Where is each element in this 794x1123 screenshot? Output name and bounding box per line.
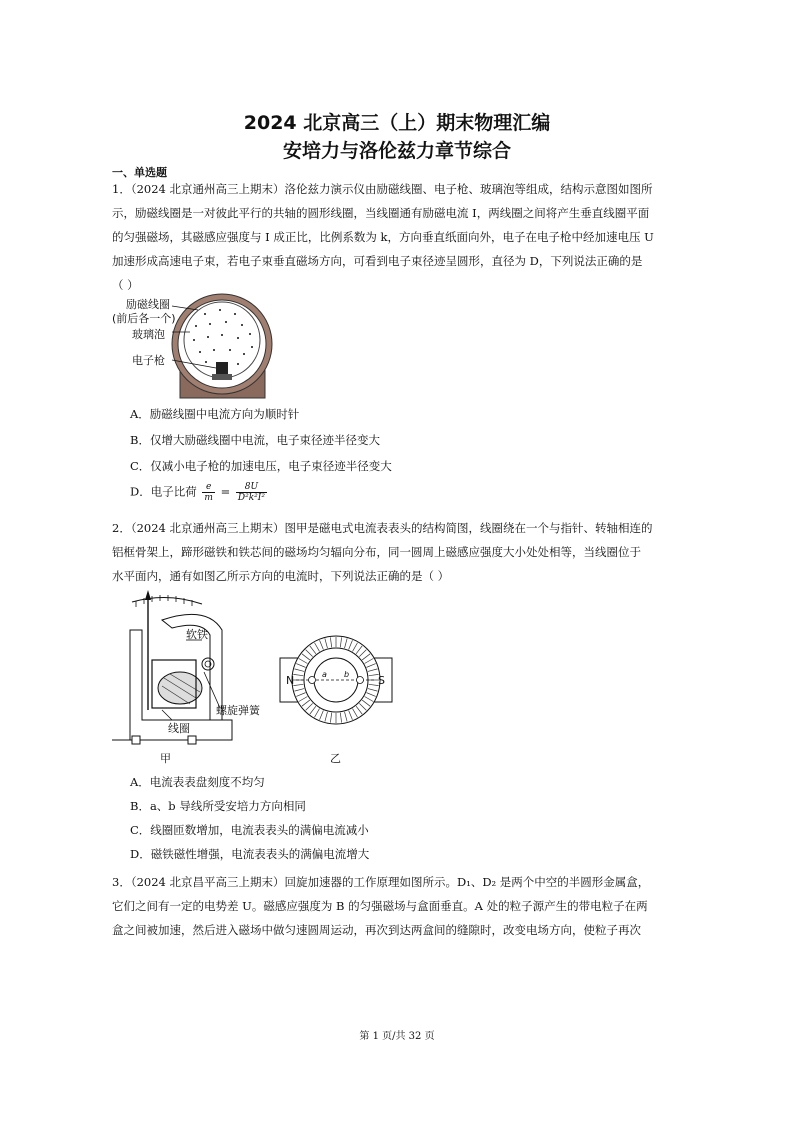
q2-line: 水平面内，通有如图乙所示方向的电流时，下列说法正确的是（ ）: [112, 569, 450, 583]
q2-line: 铝框骨架上，蹄形磁铁和铁芯间的磁场均匀辐向分布，同一圆周上磁感应强度大小处处相等，当线圈位于: [112, 545, 641, 559]
label-soft-iron: 软铁: [186, 628, 208, 641]
page-subtitle: 安培力与洛伦兹力章节综合: [282, 140, 511, 162]
wire-b-marker: [357, 677, 364, 684]
q1-line: 加速形成高速电子束，若电子束垂直磁场方向，可看到电子束径迹呈圆形，直径为 D，下列说法正确的是: [112, 254, 643, 268]
wire-a-marker: [309, 677, 316, 684]
question-1-text: [112, 177, 684, 297]
q2-line: 2．（2024 北京通州高三上期末）图甲是磁电式电流表表头的结构简图，线圈绕在一个与指针、转轴相连的: [112, 521, 653, 535]
label-pole-s: S: [378, 674, 385, 687]
label-coil: 线圈: [168, 722, 190, 735]
terminal-left: [132, 736, 140, 744]
galvanometer-structure-figure: [112, 590, 272, 768]
label-pole-n: N: [286, 674, 295, 687]
q2-option-a[interactable]: A．电流表表盘刻度不均匀: [130, 775, 265, 789]
q2-option-c[interactable]: C．线圈匝数增加，电流表表头的满偏电流减小: [130, 823, 369, 837]
q1-line: 1．（2024 北京通州高三上期末）洛伦兹力演示仪由励磁线圈、电子枪、玻璃泡等组成，结构示意图如图所: [112, 182, 653, 196]
scale-arc: [132, 597, 202, 604]
label-wire-a: a: [322, 670, 327, 679]
label-coil: 励磁线圈: [126, 298, 170, 311]
page-title: 2024 北京高三（上）期末物理汇编: [243, 112, 551, 134]
q3-line: 它们之间有一定的电势差 U。磁感应强度为 B 的匀强磁场与盒面垂直。A 处的粒子源产生的带电粒子在两: [112, 899, 648, 913]
label-gun: 电子枪: [132, 354, 165, 367]
q1-line: （ ）: [112, 278, 139, 292]
question-2-text: [112, 516, 684, 588]
q3-line: 3．（2024 北京昌平高三上期末）回旋加速器的工作原理如图所示。D₁、D₂ 是两个中空的半圆形金属盒，: [112, 875, 650, 889]
label-wire-b: b: [344, 670, 350, 679]
charge-mass-fraction: $\frac{e}{m}$: [204, 482, 213, 503]
label-coil-note: (前后各一个): [112, 312, 176, 325]
question-3-text: [112, 870, 684, 942]
section-heading: 一、单选题: [112, 166, 167, 179]
lorentz-apparatus-figure: [110, 292, 290, 400]
q1-option-d-prefix: D．电子比荷: [130, 484, 197, 499]
radial-field-figure: [278, 626, 398, 766]
terminal-right: [188, 736, 196, 744]
q1-option-d[interactable]: D．电子比荷 $\frac{e}{m}$ = $\frac{8U}{\text{D²k²I²}}$: [130, 482, 265, 503]
formula-fraction: $\frac{8U}{\text{D²k²I²}}$: [237, 482, 265, 503]
q1-line: 的匀强磁场，其磁感应强度与 I 成正比，比例系数为 k，方向垂直纸面向外，电子在电子枪中经加速电压 U: [112, 230, 654, 244]
q2-option-d[interactable]: D．磁铁磁性增强，电流表表头的满偏电流增大: [130, 847, 370, 861]
electron-gun: [216, 362, 228, 376]
q3-line: 盒之间被加速，然后进入磁场中做匀速圆周运动，再次到达两盒间的缝隙时，改变电场方向，使粒子再次: [112, 923, 641, 937]
q1-option-b[interactable]: B．仅增大励磁线圈中电流，电子束径迹半径变大: [130, 433, 380, 447]
q1-option-a[interactable]: A．励磁线圈中电流方向为顺时针: [130, 407, 300, 421]
label-fig-b: 乙: [330, 752, 341, 765]
label-spring: 螺旋弹簧: [216, 704, 260, 717]
label-fig-a: 甲: [160, 752, 171, 765]
label-bulb: 玻璃泡: [132, 328, 165, 341]
q1-line: 示，励磁线圈是一对彼此平行的共轴的圆形线圈，当线圈通有励磁电流 I，两线圈之间将产生垂直线圈平面: [112, 206, 650, 220]
page-footer: 第 1 页/共 32 页: [359, 1031, 435, 1042]
q1-option-c[interactable]: C．仅减小电子枪的加速电压，电子束径迹半径变大: [130, 459, 392, 473]
q2-option-b[interactable]: B．a、b 导线所受安培力方向相同: [130, 799, 306, 813]
